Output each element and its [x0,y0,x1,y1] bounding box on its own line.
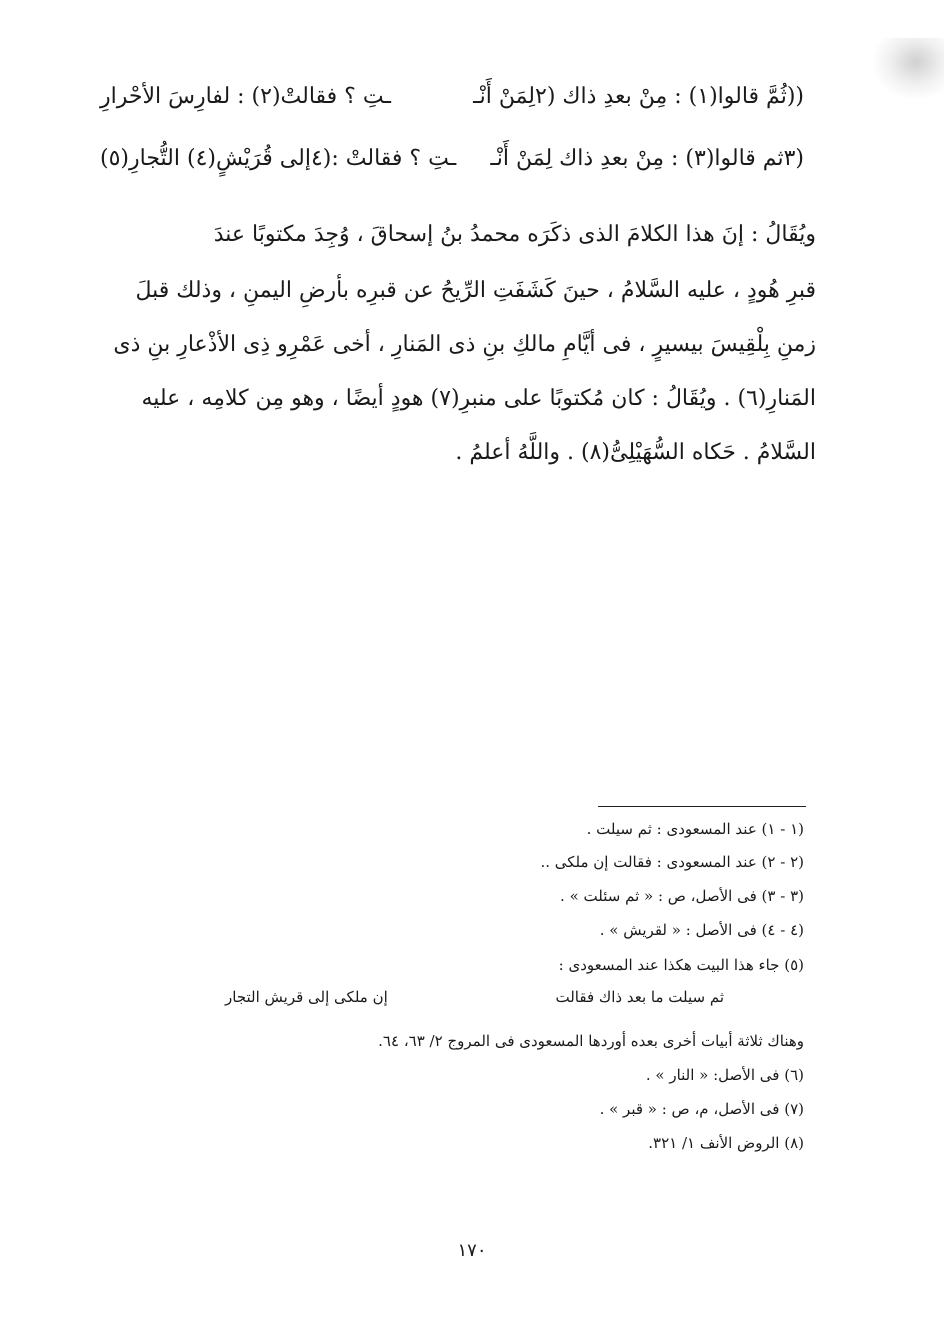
poem-line-1-second-hemistich: ـتِ ؟ فقالتْ(٢) : لفارِسَ الأحْرارِ [100,84,391,109]
paragraph-line-5: السَّلامُ . حَكاه السُّهَيْلِىُّ(٨) . واللَّهُ أعلمُ . [455,440,816,465]
footnote-3: (٣ - ٣) فى الأصل، ص : « ثم سئلت » . [560,887,804,905]
footnote-5: (٥) جاء هذا البيت هكذا عند المسعودى : [558,956,804,974]
paragraph-line-4: المَنارِ(٦) . ويُقَالُ : كان مُكتوبًا على منبرِ(٧) هودٍ أيضًا ، وهو مِن كلامِه ، عليه [141,386,816,411]
footnote-4: (٤ - ٤) فى الأصل : « لقريش » . [599,921,804,939]
scan-smudge [874,38,944,98]
footnote-6: (٦) فى الأصل: « النار » . [645,1066,804,1084]
poem-line-1-first-hemistich: ((ثُمَّ قالوا(١) : مِنْ بعدِ ذاك (٢لِمَنْ أَنْـ [473,84,804,109]
footnote-5-verse-second-hemistich: إن ملكى إلى قريش التجار [225,988,388,1006]
footnote-5-verse-first-hemistich: ثم سيلت ما بعد ذاك فقالت [555,988,724,1006]
footnote-2: (٢ - ٢) عند المسعودى : فقالت إن ملكى .. [540,853,804,871]
footnote-8: (٨) الروض الأنف ١/ ٣٢١. [648,1134,804,1152]
paragraph-line-2: قبرِ هُودٍ ، عليه السَّلامُ ، حينَ كَشَفَتِ الرِّيحُ عن قبرِه بأرضِ اليمنِ ، وذلك قبلَ [135,278,816,303]
page-number: ١٧٠ [457,1240,487,1261]
footnote-5-continuation: وهناك ثلاثة أبيات أخرى بعده أوردها المسعودى فى المروج ٢/ ٦٣، ٦٤. [378,1032,804,1050]
poem-line-2-first-hemistich: (٣ثم قالوا(٣) : مِنْ بعدِ ذاك لِمَنْ أَنْـ [490,146,804,171]
paragraph-line-1: ويُقَالُ : إنَ هذا الكلامَ الذى ذكَرَه محمدُ بنُ إسحاقَ ، وُجِدَ مكتوبًا عندَ [213,222,816,247]
poem-line-2-second-hemistich: ـتِ ؟ فقالتْ :(٤إلى قُرَيْشٍ(٤) التُّجارِ(٥) [100,146,457,171]
footnote-7: (٧) فى الأصل، م، ص : « قبر » . [599,1100,804,1118]
footnote-1: (١ - ١) عند المسعودى : ثم سيلت . [586,820,804,838]
footnote-separator [598,806,806,807]
paragraph-line-3: زمنِ بِلْقِيسَ بيسيرٍ ، فى أيَّامِ مالكِ بنِ ذى المَنارِ ، أخى عَمْرِو ذِى الأذْعارِ بنِ ذى [113,332,816,357]
